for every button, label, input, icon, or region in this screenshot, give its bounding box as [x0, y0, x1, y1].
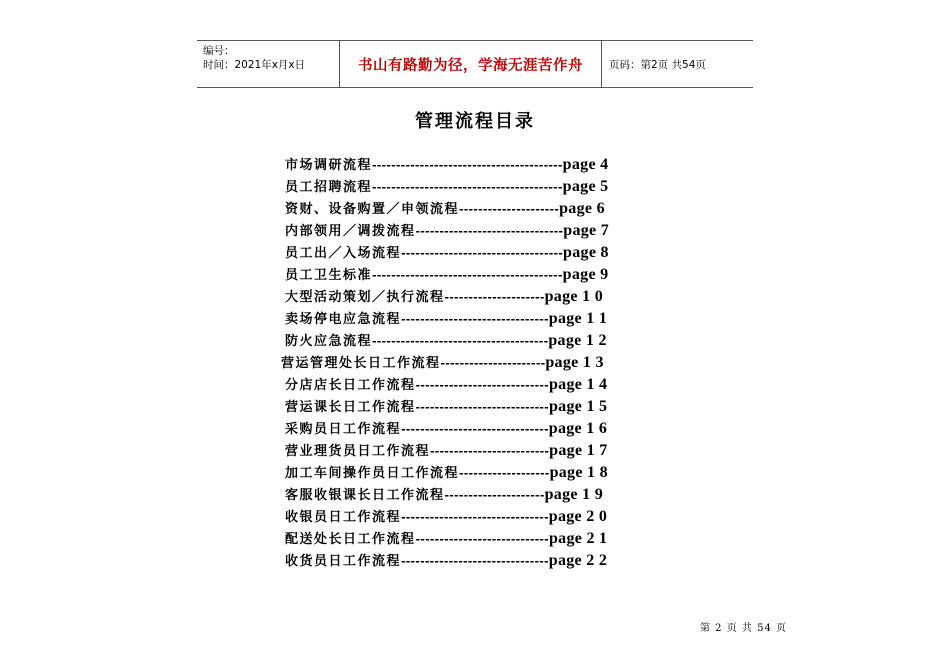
toc-entry-label: 营运课长日工作流程: [285, 400, 416, 415]
toc-entry-label: 市场调研流程: [285, 158, 373, 173]
toc-entry-leader: -------------------------------: [401, 313, 549, 326]
header-page-code: 页码：第2页 共54页: [609, 58, 706, 71]
toc-entry-label: 员工招聘流程: [285, 180, 373, 195]
toc-entry-page: page 6: [559, 200, 605, 217]
toc-entry-leader: -------------------------------: [415, 225, 564, 238]
toc-entry-leader: ----------------------------------------: [372, 269, 563, 282]
toc-entry-page: page 1 7: [549, 442, 608, 459]
toc-entry-page: page 1 9: [544, 486, 603, 503]
toc-entry-label: 配送处长日工作流程: [285, 532, 416, 547]
toc-entry[interactable]: [285, 330, 607, 352]
toc-entry-label: 卖场停电应急流程: [285, 312, 402, 327]
toc-entry-page: page 7: [563, 222, 610, 239]
toc-entry-label: 员工出／入场流程: [285, 246, 402, 261]
toc-entry-label: 员工卫生标准: [285, 268, 373, 283]
toc-entry-page: page 1 6: [548, 420, 608, 437]
toc-entry-label: 收货员日工作流程: [285, 554, 402, 569]
toc-entry-leader: ---------------------: [444, 291, 545, 304]
toc-entry-page: page 2 0: [548, 508, 608, 525]
toc-entry[interactable]: [285, 506, 607, 528]
page-footer: 第 2 页 共 54 页: [700, 623, 787, 634]
page-header: [197, 40, 753, 88]
toc-entry[interactable]: [285, 418, 607, 440]
toc-entry[interactable]: [285, 198, 605, 220]
toc-entry-page: page 2 1: [548, 530, 608, 547]
toc-entry-leader: ----------------------------: [415, 379, 549, 392]
toc-entry-page: page 1 8: [549, 464, 608, 481]
toc-entry-leader: -------------------------------------: [372, 335, 549, 348]
toc-entry-leader: ----------------------: [440, 357, 546, 370]
header-time: 时间：2021年x月x日: [203, 59, 306, 71]
toc-entry-page: page 1 5: [548, 398, 608, 415]
toc-entry[interactable]: [285, 176, 608, 198]
toc-entry[interactable]: [285, 242, 609, 264]
toc-entry-label: 资财、设备购置／申领流程: [285, 202, 460, 217]
toc-entry-label: 内部领用／调拨流程: [285, 224, 416, 239]
toc-entry-page: page 1 2: [548, 332, 607, 349]
toc-entry[interactable]: [285, 308, 607, 330]
toc-entry-leader: ----------------------------------------: [372, 181, 563, 194]
document-title: 管理流程目录: [415, 111, 535, 132]
toc-entry-label: 分店店长日工作流程: [285, 378, 416, 393]
toc-entry-leader: ----------------------------------------: [372, 159, 563, 172]
toc-entry-label: 加工车间操作员日工作流程: [285, 466, 460, 481]
toc-entry-leader: ---------------------: [459, 203, 560, 216]
toc-entry-label: 营运管理处长日工作流程: [281, 356, 441, 371]
toc-entry-label: 防火应急流程: [285, 334, 373, 349]
header-slogan: 书山有路勤为径，学海无涯苦作舟: [340, 41, 602, 87]
toc-entry[interactable]: [285, 462, 608, 484]
toc-entry-leader: ---------------------: [444, 489, 545, 502]
toc-entry-leader: -------------------------: [430, 445, 550, 458]
header-meta: [197, 41, 340, 87]
toc-entry[interactable]: [285, 484, 603, 506]
toc-entry[interactable]: [285, 550, 607, 572]
toc-entry[interactable]: [285, 286, 603, 308]
toc-entry[interactable]: [285, 264, 608, 286]
toc-entry-page: page 4: [562, 156, 609, 173]
toc-entry-leader: ----------------------------: [415, 533, 549, 546]
toc-entry-leader: -------------------------------: [401, 423, 549, 436]
toc-entry-page: page 8: [563, 244, 609, 261]
toc-entry-page: page 1 4: [548, 376, 608, 393]
toc-entry-label: 营业理货员日工作流程: [285, 444, 431, 459]
toc-entry[interactable]: [281, 352, 604, 374]
toc-entry-page: page 1 3: [545, 354, 604, 371]
toc-entry[interactable]: [285, 154, 608, 176]
toc-entry-label: 大型活动策划／执行流程: [285, 290, 445, 305]
header-code-label: 编号：: [203, 45, 235, 57]
toc-entry-leader: ----------------------------: [415, 401, 549, 414]
toc-entry-label: 采购员日工作流程: [285, 422, 402, 437]
toc-entry[interactable]: [285, 528, 607, 550]
toc-entry-page: page 2 2: [548, 552, 608, 569]
toc-entry-page: page 1 0: [544, 288, 603, 305]
toc-entry[interactable]: [285, 440, 608, 462]
toc-entry-label: 收银员日工作流程: [285, 510, 402, 525]
toc-entry-leader: -------------------: [459, 467, 550, 480]
toc-entry[interactable]: [285, 220, 609, 242]
toc-entry-page: page 9: [562, 266, 609, 283]
toc-entry-leader: -------------------------------: [401, 555, 549, 568]
toc-entry-label: 客服收银课长日工作流程: [285, 488, 445, 503]
toc-entry[interactable]: [285, 374, 607, 396]
toc-entry-page: page 5: [562, 178, 609, 195]
toc-entry-page: page 1 1: [548, 310, 608, 327]
toc-entry-leader: -------------------------------: [401, 511, 549, 524]
toc-entry[interactable]: [285, 396, 607, 418]
toc-entry-leader: ----------------------------------: [401, 247, 564, 260]
